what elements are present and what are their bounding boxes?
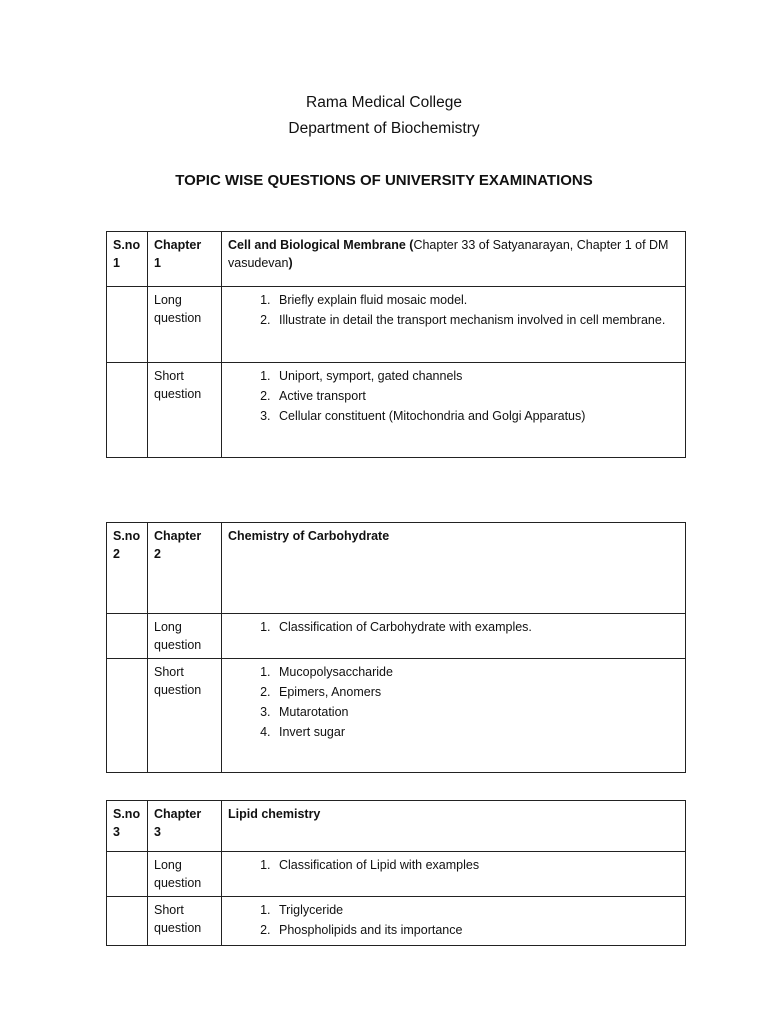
list-item: 1. Briefly explain fluid mosaic model.: [274, 291, 679, 309]
list-item: 1. Mucopolysaccharide: [274, 663, 679, 681]
chapter-1-table: [106, 231, 686, 458]
sno-cell: [107, 801, 148, 852]
topic-title: Chemistry of Carbohydrate: [222, 523, 686, 614]
topic-reference: Chapter 33 of Satyanarayan, Chapter 1 of DM vasudevan: [228, 238, 669, 270]
short-question-label: [148, 659, 222, 773]
label-line: Short: [154, 665, 184, 679]
long-question-label: [148, 287, 222, 363]
long-question-label: [148, 852, 222, 897]
sno-number: 1: [113, 256, 120, 270]
short-question-list: [222, 897, 686, 946]
label-line: question: [154, 387, 202, 401]
long-question-row: [107, 614, 686, 659]
list-item: 1. Triglyceride: [274, 901, 679, 919]
list-item: 4. Invert sugar: [274, 723, 679, 741]
short-question-label: [148, 897, 222, 946]
college-name: Rama Medical College: [306, 94, 462, 111]
short-question-row: [107, 363, 686, 458]
topic-title: Cell and Biological Membrane (: [228, 238, 414, 252]
empty-cell: [107, 363, 148, 458]
label-line: question: [154, 921, 202, 935]
label-line: Long: [154, 620, 182, 634]
chapter-label: Chapter: [154, 238, 202, 252]
long-question-list: [222, 287, 686, 363]
label-line: Long: [154, 293, 182, 307]
topic-paren: ): [288, 256, 293, 270]
chapter-cell: [148, 801, 222, 852]
empty-cell: [107, 614, 148, 659]
label-line: question: [154, 311, 202, 325]
label-line: question: [154, 683, 202, 697]
short-question-list: [222, 659, 686, 773]
list-item: 2. Illustrate in detail the transport mechanism involved in cell membrane.: [274, 311, 679, 329]
chapter-number: 3: [154, 825, 161, 839]
list-item: 3. Cellular constituent (Mitochondria and Golgi Apparatus): [274, 407, 679, 425]
empty-cell: [107, 287, 148, 363]
chapter-number: 2: [154, 547, 161, 561]
empty-cell: [107, 897, 148, 946]
topic-cell: [222, 232, 686, 287]
short-question-list: [222, 363, 686, 458]
label-line: Long: [154, 858, 182, 872]
sno-cell: [107, 232, 148, 287]
list-item: 2. Active transport: [274, 387, 679, 405]
list-item: 3. Mutarotation: [274, 703, 679, 721]
sno-label: S.no: [113, 238, 141, 252]
department-name: Department of Biochemistry: [288, 120, 480, 137]
short-question-row: [107, 897, 686, 946]
empty-cell: [107, 659, 148, 773]
chapter-cell: [148, 232, 222, 287]
long-question-list: [222, 852, 686, 897]
sno-number: 3: [113, 825, 120, 839]
label-line: question: [154, 876, 202, 890]
long-question-label: [148, 614, 222, 659]
topic-title: Lipid chemistry: [222, 801, 686, 852]
chapter-row: [107, 523, 686, 614]
chapter-label: Chapter: [154, 529, 202, 543]
sno-cell: [107, 523, 148, 614]
sno-label: S.no: [113, 529, 141, 543]
chapter-number: 1: [154, 256, 161, 270]
sno-number: 2: [113, 547, 120, 561]
long-question-list: [222, 614, 686, 659]
short-question-label: [148, 363, 222, 458]
chapter-cell: [148, 523, 222, 614]
chapter-row: [107, 232, 686, 287]
label-line: Short: [154, 369, 184, 383]
page-title: TOPIC WISE QUESTIONS OF UNIVERSITY EXAMINATIONS: [175, 172, 593, 189]
empty-cell: [107, 852, 148, 897]
sno-label: S.no: [113, 807, 141, 821]
label-line: question: [154, 638, 202, 652]
list-item: 1. Classification of Lipid with examples: [274, 856, 679, 874]
long-question-row: [107, 287, 686, 363]
long-question-row: [107, 852, 686, 897]
list-item: 2. Phospholipids and its importance: [274, 921, 679, 939]
chapter-2-table: [106, 522, 686, 773]
chapter-row: [107, 801, 686, 852]
chapter-3-table: [106, 800, 686, 946]
list-item: 1. Classification of Carbohydrate with examples.: [274, 618, 679, 636]
short-question-row: [107, 659, 686, 773]
label-line: Short: [154, 903, 184, 917]
list-item: 2. Epimers, Anomers: [274, 683, 679, 701]
chapter-label: Chapter: [154, 807, 202, 821]
list-item: 1. Uniport, symport, gated channels: [274, 367, 679, 385]
